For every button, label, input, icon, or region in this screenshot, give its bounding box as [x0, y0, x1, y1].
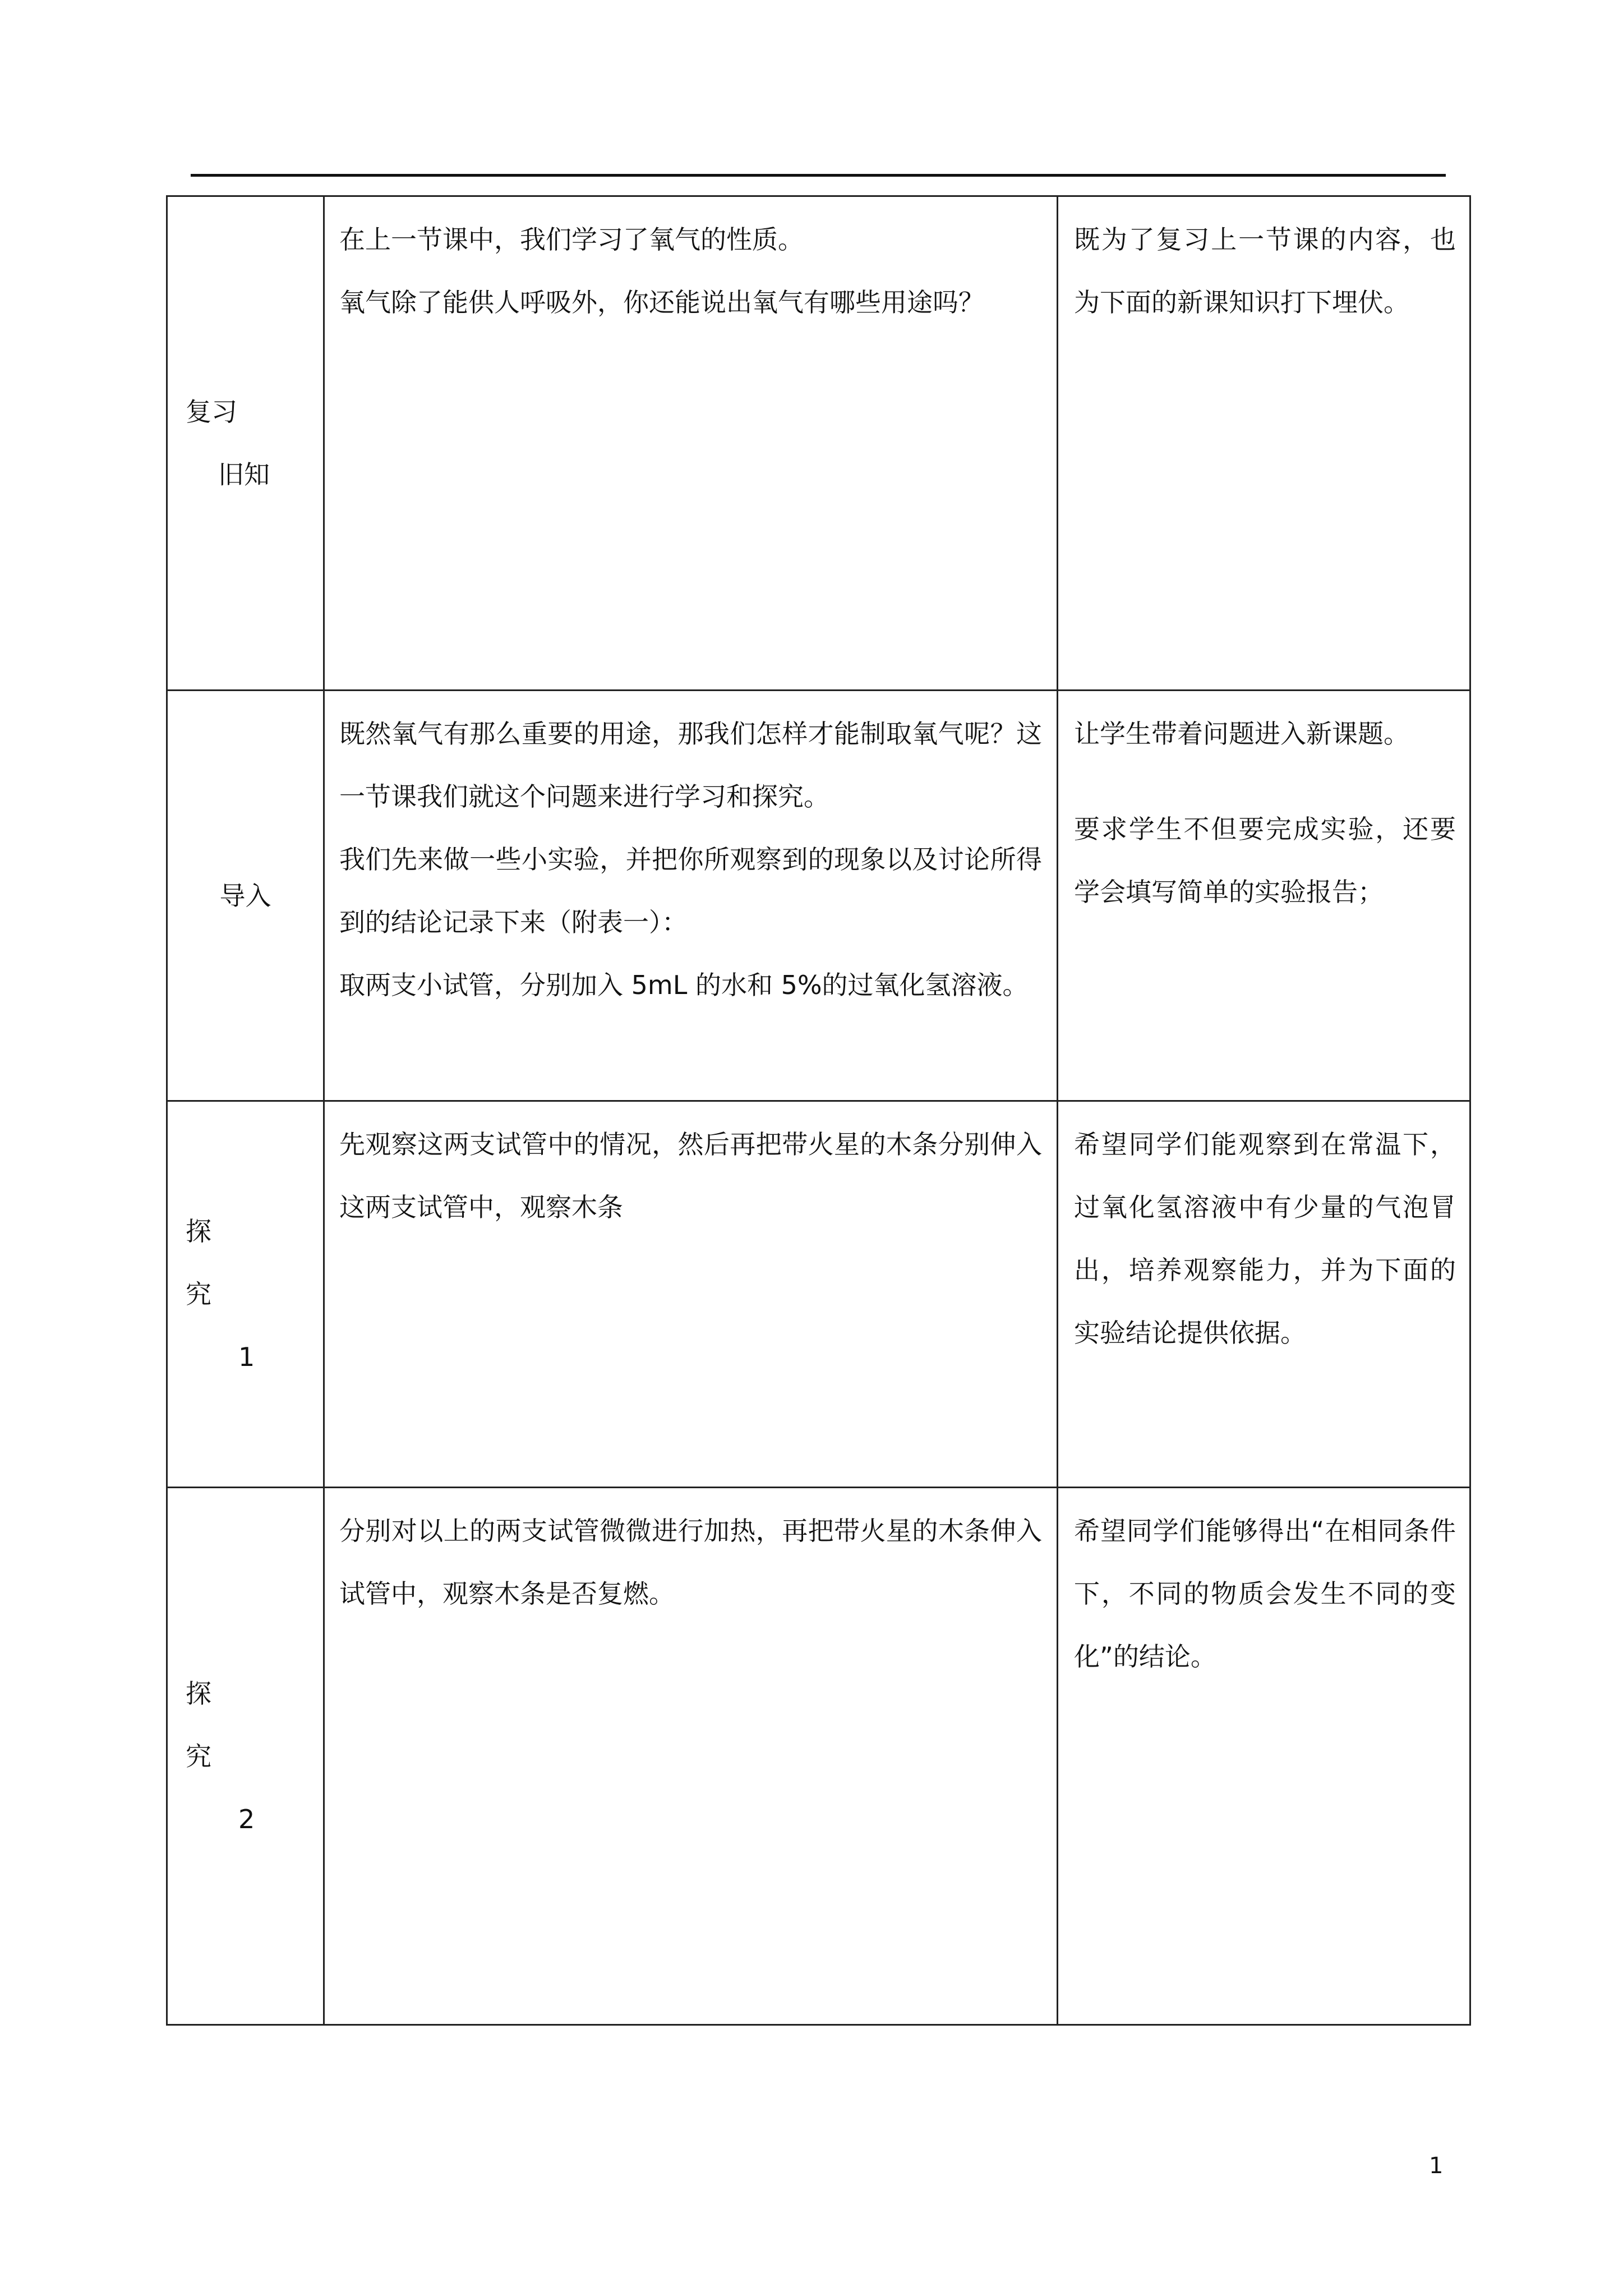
- note-paragraph: 要求学生不但要完成实验，还要学会填写简单的实验报告；: [1074, 814, 1456, 907]
- content-paragraph: 分别对以上的两支试管微微进行加热，再把带火星的木条伸入试管中，观察木条是否复燃。: [339, 1516, 1042, 1609]
- note-cell-explore-2: [1058, 1488, 1470, 2025]
- content-cell-review: [324, 196, 1058, 691]
- stage-cell-explore-1: [167, 1101, 324, 1488]
- stage-cell-intro: [167, 691, 324, 1101]
- lesson-plan-table: [166, 195, 1471, 2026]
- table-row-review: [167, 196, 1470, 691]
- content-paragraph: 氧气除了能供人呼吸外，你还能说出氧气有哪些用途吗？: [339, 287, 984, 318]
- content-cell-explore-1: [324, 1101, 1058, 1488]
- stage-label-line: 究: [186, 1741, 211, 1772]
- content-paragraph: 既然氧气有那么重要的用途，那我们怎样才能制取氧气呢？这一节课我们就这个问题来进行学习和探究。: [339, 719, 1042, 812]
- table-row-intro: [167, 691, 1470, 1101]
- page-number: 1: [1429, 2153, 1444, 2179]
- stage-label-line: 探: [186, 1216, 211, 1246]
- note-paragraph: 让学生带着问题进入新课题。: [1074, 719, 1409, 749]
- content-cell-explore-2: [324, 1488, 1058, 2025]
- table-row-explore-2: [167, 1488, 1470, 2025]
- note-cell-intro: [1058, 691, 1470, 1101]
- stage-label-line: 2: [238, 1803, 255, 1834]
- stage-label-line: 探: [186, 1678, 211, 1709]
- stage-cell-review: [167, 196, 324, 691]
- stage-cell-explore-2: [167, 1488, 324, 2025]
- stage-label-line: 导入: [219, 880, 271, 911]
- note-paragraph: 既为了复习上一节课的内容，也为下面的新课知识打下埋伏。: [1074, 224, 1456, 318]
- table-row-explore-1: [167, 1101, 1470, 1488]
- note-cell-review: [1058, 196, 1470, 691]
- content-cell-intro: [324, 691, 1058, 1101]
- note-paragraph: 希望同学们能够得出“在相同条件下，不同的物质会发生不同的变化”的结论。: [1074, 1516, 1456, 1672]
- header-rule: [191, 174, 1446, 177]
- note-paragraph: 希望同学们能观察到在常温下，过氧化氢溶液中有少量的气泡冒出，培养观察能力，并为下面的实验结论提供依据。: [1074, 1129, 1456, 1348]
- content-paragraph: 在上一节课中，我们学习了氧气的性质。: [339, 224, 804, 255]
- stage-label-line: 1: [238, 1342, 255, 1372]
- content-paragraph: 取两支小试管，分别加入 5mL 的水和 5%的过氧化氢溶液。: [339, 970, 1029, 1000]
- stage-label-line: 究: [186, 1279, 211, 1309]
- stage-label-line: 复习: [186, 397, 237, 427]
- stage-label-line: 旧知: [218, 459, 270, 490]
- note-cell-explore-1: [1058, 1101, 1470, 1488]
- content-paragraph: 我们先来做一些小实验，并把你所观察到的现象以及讨论所得到的结论记录下来（附表一）：: [339, 844, 1042, 937]
- content-paragraph: 先观察这两支试管中的情况，然后再把带火星的木条分别伸入这两支试管中，观察木条: [339, 1129, 1042, 1222]
